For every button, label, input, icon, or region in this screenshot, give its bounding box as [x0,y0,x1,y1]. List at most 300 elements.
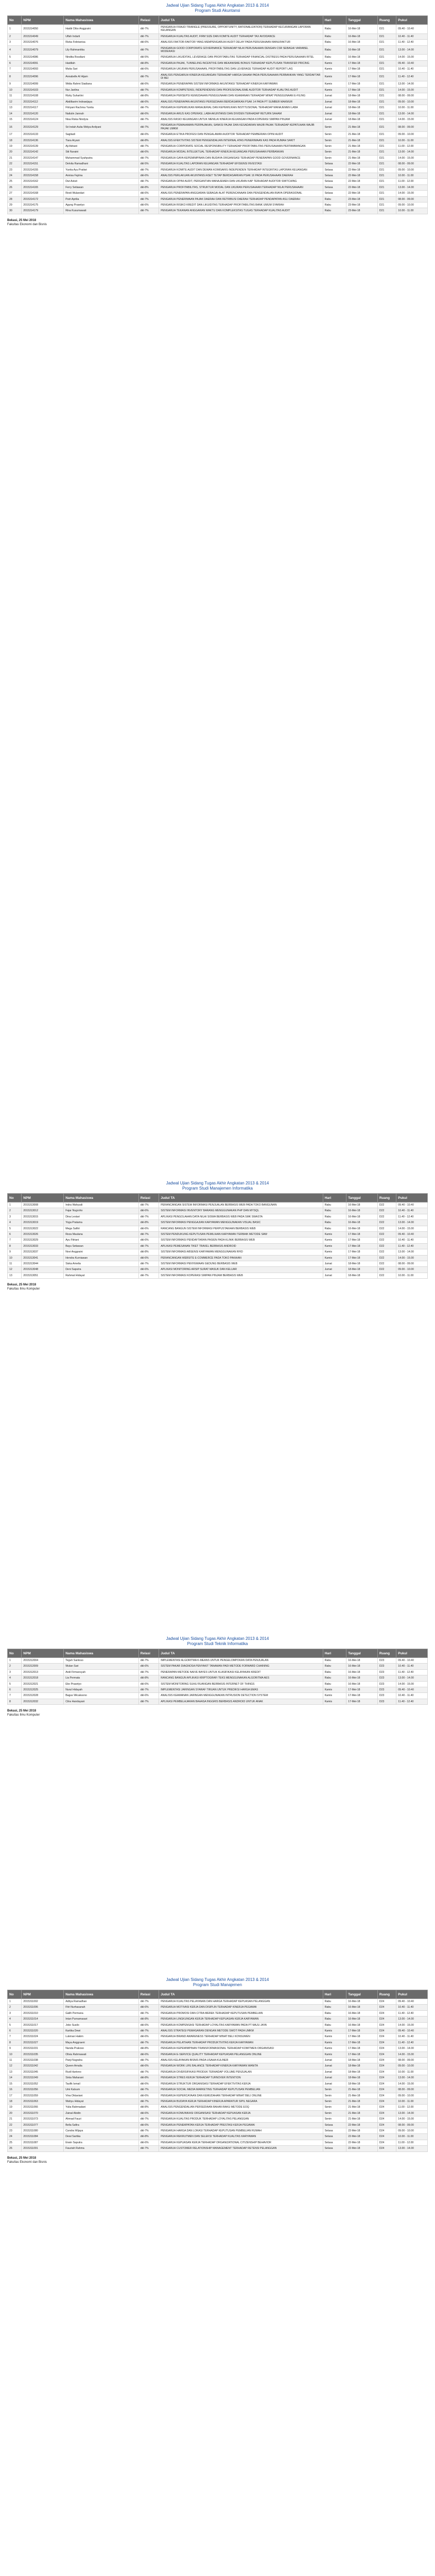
table-cell: 2015311087 [22,2140,64,2145]
table-cell: RANCANG BANGUN SISTEM INFORMASI PERPUSTAKAAN BERBASIS WEB [159,1226,323,1231]
table-cell: dkl-8% [138,1249,159,1255]
table-cell: dkl-6% [138,2034,159,2040]
table-cell: 2015313008 [22,1202,64,1208]
schedule-section [7,3,428,227]
table-cell: 10.40 - 11.40 [396,1693,428,1699]
table-cell: 2015311059 [22,2093,64,2098]
table-cell: dkl-7% [138,45,159,55]
section-program-name: Program Studi Manajemen Informatika [182,1186,253,1191]
table-cell: 08.00 - 09.00 [396,2122,428,2128]
table-cell: 09.00 - 10.00 [396,2093,428,2098]
table-cell: D24 [377,2134,396,2140]
table-cell: 18-Mei-18 [346,99,378,105]
table-cell: 6 [8,1687,22,1693]
table-cell: 4 [8,45,22,55]
table-cell: ANALISIS FAKTOR-FAKTOR YANG MEMPENGARUHI AUDIT DELAY PADA PERUSAHAAN MANUFAKTUR [159,40,323,45]
table-cell: Siti Nuraini [64,149,139,155]
footnote-text: Fakultas Ilmu Komputer [7,1287,40,1291]
table-cell: 21-Mei-18 [346,138,378,143]
column-header: Relasi [138,1649,159,1658]
table-cell: Rabu [323,55,346,60]
table-cell: 3 [8,2010,22,2016]
table-cell: D21 [377,105,396,111]
table-cell: dkl-7% [138,155,159,161]
column-header: Ruang [377,1649,396,1658]
table-cell: 14.00 - 15.00 [396,2052,428,2057]
table-cell: D22 [377,1220,396,1226]
table-cell: Kamis [323,1699,346,1704]
table-cell: 30 [8,208,22,214]
table-cell: 09.00 - 10.00 [396,132,428,138]
table-row [8,1255,428,1261]
table-row [8,93,428,99]
table-cell: D21 [377,184,396,190]
table-cell: 2015311038 [22,2058,64,2063]
table-cell: 11.40 - 12.40 [396,1243,428,1249]
table-cell: 10.00 - 11.00 [396,105,428,111]
table-cell: 16-Mei-18 [346,40,378,45]
table-row [8,2128,428,2133]
table-cell: 2015311063 [22,2098,64,2104]
table-cell: 14.00 - 15.00 [396,2022,428,2028]
table-cell: IMPLEMENTASI JARINGAN SYARAF TIRUAN UNTUK PREDIKSI HARGA EMAS [159,1687,323,1693]
table-cell: 17-Mei-18 [346,1232,378,1238]
table-cell: PENGARUH LINGKUNGAN KERJA TERHADAP KEPUASAN KERJA KARYAWAN [159,2016,323,2022]
column-header: No [8,16,22,25]
table-cell: dkl-7% [138,1669,159,1675]
table-cell: PENGARUH FRAUD TRIANGLE (PRESSURE, OPPORTUNITY, RATIONALIZATION) TERHADAP KECURANGAN LAPORAN KEUANGAN [159,25,323,34]
table-cell: Intan Purnamasari [64,2016,139,2022]
table-cell: 23 [8,167,22,173]
table-cell: D24 [377,2034,396,2040]
section-title-line: Jadwal Ujian Sidang Tugas Akhir Angkatan 2013 & 2014 [166,1181,269,1185]
table-cell: Jumat [323,99,346,105]
table-cell: 2015314108 [22,93,64,99]
table-cell: 17-Mei-18 [346,1255,378,1261]
table-cell: 2015314165 [22,184,64,190]
table-cell: 11.00 - 12.00 [396,143,428,149]
table-cell: 13 [8,2069,22,2075]
table-row [8,1243,428,1249]
table-cell: 13 [8,1273,22,1278]
table-cell: D21 [377,132,396,138]
footnote-date: Bekasi, 25 Mei 2018 [7,2156,37,2160]
table-cell: Senin [323,149,346,155]
table-cell: 2015311042 [22,2063,64,2069]
table-row [8,2069,428,2075]
table-cell: 13.00 - 14.00 [396,149,428,155]
table-cell: 2015314168 [22,191,64,196]
table-cell: 10.00 - 11.00 [396,2098,428,2104]
table-cell: Rabu [323,1214,346,1219]
table-cell: 2015311084 [22,2134,64,2140]
table-row [8,2052,428,2057]
column-header: Pukul [396,1649,428,1658]
table-cell: 2015311027 [22,2040,64,2045]
table-cell: 7 [8,2034,22,2040]
section-footnote [7,1709,428,1717]
table-cell: 2015314133 [22,132,64,138]
table-cell: D24 [377,2005,396,2010]
table-cell: Rabu [323,1226,346,1231]
table-cell: Selasa [323,2122,346,2128]
table-cell: 09.00 - 10.00 [396,167,428,173]
table-cell: dkl-6% [138,1238,159,1243]
table-cell: Kamis [323,81,346,87]
table-cell: 2015314155 [22,167,64,173]
column-header: Pukul [396,16,428,25]
table-cell: PERANCANGAN WEBSITE E-COMMERCE PADA TOKO PAKAIAN [159,1255,323,1261]
table-cell: 12 [8,99,22,105]
table-cell: IMPLEMENTASI ALGORITMA K-MEANS UNTUK PENGELOMPOKAN DATA PENJUALAN [159,1658,323,1664]
table-cell: PENGARUH MODAL INTELEKTUAL TERHADAP KINERJA KEUANGAN PERUSAHAAN PERBANKAN [159,149,323,155]
table-cell: dkl-6% [138,1267,159,1273]
table-cell: Sagitadi [64,132,139,138]
table-cell: Rabu [323,45,346,55]
table-cell: 11.40 - 12.40 [396,72,428,81]
column-header: Nama Mahasiswa [64,1194,139,1202]
table-cell: 2015314099 [22,81,64,87]
table-cell: 2015311077 [22,2122,64,2128]
table-row [8,1214,428,1219]
table-cell: Sri Indah Aulia Widya Ardiyani [64,123,139,132]
table-cell: Vina Oktaviani [64,2093,139,2098]
table-row [8,1249,428,1255]
table-row [8,2093,428,2098]
table-cell: dkl-6% [138,202,159,208]
table-cell: Senin [323,2110,346,2116]
table-cell: 2015314162 [22,179,64,184]
table-cell: 2015313015 [22,1214,64,1219]
table-cell: 22-Mei-18 [346,2128,378,2133]
table-cell: 16-Mei-18 [346,2010,378,2016]
table-cell: Senin [323,143,346,149]
table-cell: 21-Mei-18 [346,123,378,132]
table-cell: 18-Mei-18 [346,2075,378,2081]
table-cell: PENGARUH GAYA KEPEMIMPINAN DAN BUDAYA ORGANISASI TERHADAP PENERAPAN GOOD GOVERNANCE [159,155,323,161]
table-row [8,1658,428,1664]
section-title [7,3,428,13]
table-cell: 22-Mei-18 [346,2122,378,2128]
table-row [8,149,428,155]
table-cell: 17-Mei-18 [346,2052,378,2057]
table-cell: Haidilah [64,60,139,66]
table-cell: dkl-7% [138,25,159,34]
table-cell: 4 [8,1675,22,1681]
table-row [8,45,428,55]
table-cell: Erwin Saputra [64,2140,139,2145]
table-cell: 13.00 - 14.00 [396,2016,428,2022]
table-cell: PENGARUH PENERAPAN SISTEM INFORMASI AKUNTANSI TERHADAP KINERJA KARYAWAN [159,81,323,87]
table-row [8,40,428,45]
table-row [8,72,428,81]
table-cell: Mega Safitri [64,1226,139,1231]
table-cell: ANALISIS PENERAPAN AKUNTANSI PERSEDIAAN BERDASARKAN PSAK 14 PADA PT SUMBER MAKMUR [159,99,323,105]
table-cell: 14.00 - 15.00 [396,2116,428,2122]
table-cell: 2015311052 [22,2081,64,2087]
table-cell: 10 [8,1255,22,1261]
column-header: NPM [22,16,64,25]
table-cell: D21 [377,93,396,99]
table-cell: 16-Mei-18 [346,1658,378,1664]
table-row [8,1664,428,1669]
table-row [8,179,428,184]
table-cell: PENGARUH KEPEMIMPINAN TRANSFORMASIONAL TERHADAP KOMITMEN ORGANISASI [159,2046,323,2052]
table-row [8,105,428,111]
table-cell: 2015314093 [22,66,64,72]
table-cell: 26 [8,184,22,190]
table-cell: D23 [377,1658,396,1664]
table-cell: 14.00 - 15.00 [396,87,428,93]
table-cell: D21 [377,173,396,178]
table-cell: 2015311017 [22,2022,64,2028]
table-cell: 2015313051 [22,1273,64,1278]
table-cell: Kamis [323,66,346,72]
table-cell: 3 [8,1214,22,1219]
table-cell: dkl-6% [138,1208,159,1214]
table-cell: dkl-7% [138,1202,159,1208]
table-cell: 7 [8,66,22,72]
table-cell: 2015313012 [22,1208,64,1214]
table-cell: 16-Mei-18 [346,45,378,55]
table-cell: 3 [8,1669,22,1675]
table-cell: 2015313033 [22,1243,64,1249]
table-cell: 2015311010 [22,2010,64,2016]
table-cell: Dewi Sartika [64,2134,139,2140]
table-cell: 21-Mei-18 [346,143,378,149]
table-cell: Queen Amalia [64,2063,139,2069]
table-cell: 16-Mei-18 [346,1999,378,2005]
table-cell: dkl-8% [138,2046,159,2052]
table-cell: 09.00 - 10.00 [396,99,428,105]
table-cell: 09.40 - 10.40 [396,1202,428,1208]
table-cell: dkl-6% [138,2052,159,2057]
table-cell: PERANCANGAN SISTEM INFORMASI PENJUALAN BERBASIS WEB PADA TOKO BANGUNAN [159,1202,323,1208]
table-cell: 22 [8,2122,22,2128]
table-row [8,2005,428,2010]
table-cell: 19 [8,143,22,149]
table-cell: Senin [323,2093,346,2098]
table-cell: Fitriyani Rachma Yunita [64,105,139,111]
table-cell: PENGARUH KUALITAS AUDIT, FIRM SIZE DAN KOMITE AUDIT TERHADAP TAX AVOIDANCE [159,33,323,39]
table-cell: 08.00 - 09.00 [396,93,428,99]
table-cell: 17-Mei-18 [346,1243,378,1249]
table-cell: 23-Mei-18 [346,196,378,202]
table-row [8,173,428,178]
table-cell: 18 [8,138,22,143]
table-cell: dkl-6% [138,2063,159,2069]
table-cell: Yunita Ayu Pratiwi [64,167,139,173]
table-cell: Galih Permana [64,2010,139,2016]
table-row [8,2146,428,2151]
table-cell: 10.40 - 11.40 [396,2005,428,2010]
table-cell: Annabelle Al Hijam [64,72,139,81]
table-cell: 11.00 - 12.00 [396,179,428,184]
table-cell: 10 [8,87,22,93]
table-cell: dkl-7% [138,143,159,149]
table-cell: dkl-8% [138,2016,159,2022]
table-cell: 10.40 - 11.40 [396,33,428,39]
table-cell: PENGARUH STRES KERJA TERHADAP TURNOVER INTENTION [159,2075,323,2081]
table-cell: 2015312021 [22,1681,64,1687]
table-cell: 11 [8,93,22,99]
table-cell: dkl-6% [138,40,159,45]
table-cell: Yulia Rahmadani [64,2105,139,2110]
section-title-line: Jadwal Ujian Sidang Tugas Akhir Angkatan 2013 & 2014 [166,1636,269,1641]
table-cell: 09.40 - 10.40 [396,1687,428,1693]
table-cell: 2015313048 [22,1267,64,1273]
table-cell: Sinta Maharani [64,2075,139,2081]
column-header: Judul TA [159,1649,323,1658]
table-cell: 16-Mei-18 [346,1669,378,1675]
table-cell: dkl-7% [138,1261,159,1267]
table-cell: Rahmat Hidayat [64,1273,139,1278]
table-cell: SISTEM INFORMASI PENYEWAAN GEDUNG BERBASIS WEB [159,1261,323,1267]
table-cell: D21 [377,116,396,122]
table-cell: Andi Firmansyah [64,1669,139,1675]
table-cell: 16-Mei-18 [346,1675,378,1681]
table-cell: 22-Mei-18 [346,2140,378,2145]
table-row [8,1681,428,1687]
table-cell: 17-Mei-18 [346,1238,378,1243]
table-cell: PENGARUH CUSTOMER RELATIONSHIP MANAGEMENT TERHADAP RETENSI PELANGGAN [159,2146,323,2151]
table-cell: Candra Wijaya [64,2128,139,2133]
table-cell: 23-Mei-18 [346,208,378,214]
table-cell: 2015314079 [22,45,64,55]
table-cell: 19 [8,2105,22,2110]
table-row [8,1669,428,1675]
table-row [8,123,428,132]
table-cell: ANALISIS EFEKTIVITAS SISTEM PENGENDALIAN INTERNAL ATAS PENERIMAAN KAS PADA RUMAH SAKIT [159,138,323,143]
table-cell: D21 [377,25,396,34]
table-cell: 17-Mei-18 [346,1687,378,1693]
table-cell: 10.00 - 11.00 [396,1273,428,1278]
column-header: No [8,1990,22,1999]
table-cell: 2015314136 [22,138,64,143]
table-cell: Kartika Dewi [64,2028,139,2034]
table-cell: Jumat [323,2081,346,2087]
table-cell: dkl-5% [138,55,159,60]
table-cell: 2015314117 [22,105,64,111]
column-header: Judul TA [159,1194,323,1202]
table-cell: 8 [8,72,22,81]
table-cell: 17-Mei-18 [346,2034,378,2040]
table-cell: 13.00 - 14.00 [396,111,428,116]
table-cell: SISTEM PENDUKUNG KEPUTUSAN PEMILIHAN KARYAWAN TERBAIK METODE SAW [159,1232,323,1238]
table-cell: D24 [377,1999,396,2005]
table-row [8,2016,428,2022]
table-cell: 10.40 - 11.40 [396,66,428,72]
table-cell: 22-Mei-18 [346,2146,378,2151]
table-cell: 13.00 - 14.00 [396,1249,428,1255]
table-cell: 9 [8,1249,22,1255]
table-cell: 17 [8,132,22,138]
table-cell: SISTEM INFORMASI PENDAFTARAN PASIEN PADA KLINIK BERBASIS WEB [159,1238,323,1243]
table-cell: 18-Mei-18 [346,2081,378,2087]
table-cell: 2015311091 [22,2146,64,2151]
table-cell: Jumat [323,2069,346,2075]
table-cell: Senin [323,2087,346,2093]
table-cell: Jumat [323,2063,346,2069]
table-cell: D24 [377,2052,396,2057]
table-cell: PENGARUH GOOD CORPORATE GOVERNANCE TERHADAP NILAI PERUSAHAAN DENGAN CSR SEBAGAI VARIABEL MODERASI [159,45,323,55]
table-cell: Rabu [323,196,346,202]
schedule-section [7,1636,428,1717]
table-cell: D21 [377,55,396,60]
column-header: Hari [323,16,346,25]
table-cell: dkl-7% [138,1658,159,1664]
table-cell: 1 [8,25,22,34]
table-cell: 2015311006 [22,2005,64,2010]
table-cell: Kamis [323,72,346,81]
table-cell: 08.00 - 09.00 [396,196,428,202]
table-cell: dkl-6% [138,1255,159,1261]
table-cell: D22 [377,1255,396,1261]
table-cell: Senin [323,2098,346,2104]
section-title-line: Jadwal Ujian Sidang Tugas Akhir Angkatan 2013 & 2014 [166,1977,269,1982]
table-cell: Fauziah Rahma [64,2146,139,2151]
table-cell: 2015313022 [22,1226,64,1231]
table-cell: D24 [377,2022,396,2028]
table-cell: Selasa [323,167,346,173]
table-header-row [8,1649,428,1658]
table-cell: 2015314076 [22,40,64,45]
table-cell: D22 [377,1273,396,1278]
table-cell: 24 [8,173,22,178]
table-cell: 2015314139 [22,143,64,149]
table-cell: D24 [377,2087,396,2093]
schedule-table [7,15,428,214]
table-cell: dkl-7% [138,2058,159,2063]
table-cell: SISTEM INFORMASI ABSENSI KARYAWAN MENGGUNAKAN RFID [159,1249,323,1255]
table-row [8,1208,428,1214]
table-cell: Olivia Rahmawati [64,2052,139,2057]
table-cell: 2015314103 [22,87,64,93]
table-cell: 21 [8,2116,22,2122]
table-cell: dkl-6% [138,2081,159,2087]
table-cell: 13.00 - 14.00 [396,2075,428,2081]
table-cell: 17-Mei-18 [346,60,378,66]
table-cell: 11.40 - 12.40 [396,1214,428,1219]
table-cell: 16-Mei-18 [346,1208,378,1214]
table-cell: PENGARUH BUDAYA KERJA TERHADAP KINERJA APARATUR SIPIL NEGARA [159,2098,323,2104]
table-cell: PENGARUH PROMOSI DAN CITRA MEREK TERHADAP KEPUTUSAN PEMBELIAN [159,2010,323,2016]
table-cell: Rabu [323,2005,346,2010]
table-cell: D21 [377,161,396,167]
table-cell: 7 [8,1238,22,1243]
table-cell: D24 [377,2075,396,2081]
table-cell: 27 [8,191,22,196]
table-cell: dkl-6% [138,2140,159,2145]
table-cell: D24 [377,2046,396,2052]
table-cell: 18-Mei-18 [346,1273,378,1278]
footnote-text: Fakultas Ekonomi dan Bisnis [7,223,47,226]
table-cell: 11 [8,2058,22,2063]
table-row [8,1261,428,1267]
table-cell: dkl-8% [138,1675,159,1681]
table-row [8,55,428,60]
table-cell: Muhammad Syahputra [64,155,139,161]
column-header: Judul TA [159,16,323,25]
table-cell: PENGARUH PENERIMAAN PAJAK DAERAH DAN RETRIBUSI DAERAH TERHADAP PENDAPATAN ASLI DAERAH [159,196,323,202]
table-cell: dkl-6% [138,173,159,178]
table-cell: Rabu [323,2022,346,2028]
table-cell: 10.40 - 11.40 [396,2034,428,2040]
table-cell: PENGARUH PELATIHAN TERHADAP PRODUKTIVITAS KERJA KARYAWAN [159,2040,323,2045]
table-cell: APLIKASI MONITORING ARSIP SURAT MASUK DAN KELUAR [159,1267,323,1273]
table-cell: 2015311073 [22,2116,64,2122]
table-cell: 16-Mei-18 [346,2005,378,2010]
